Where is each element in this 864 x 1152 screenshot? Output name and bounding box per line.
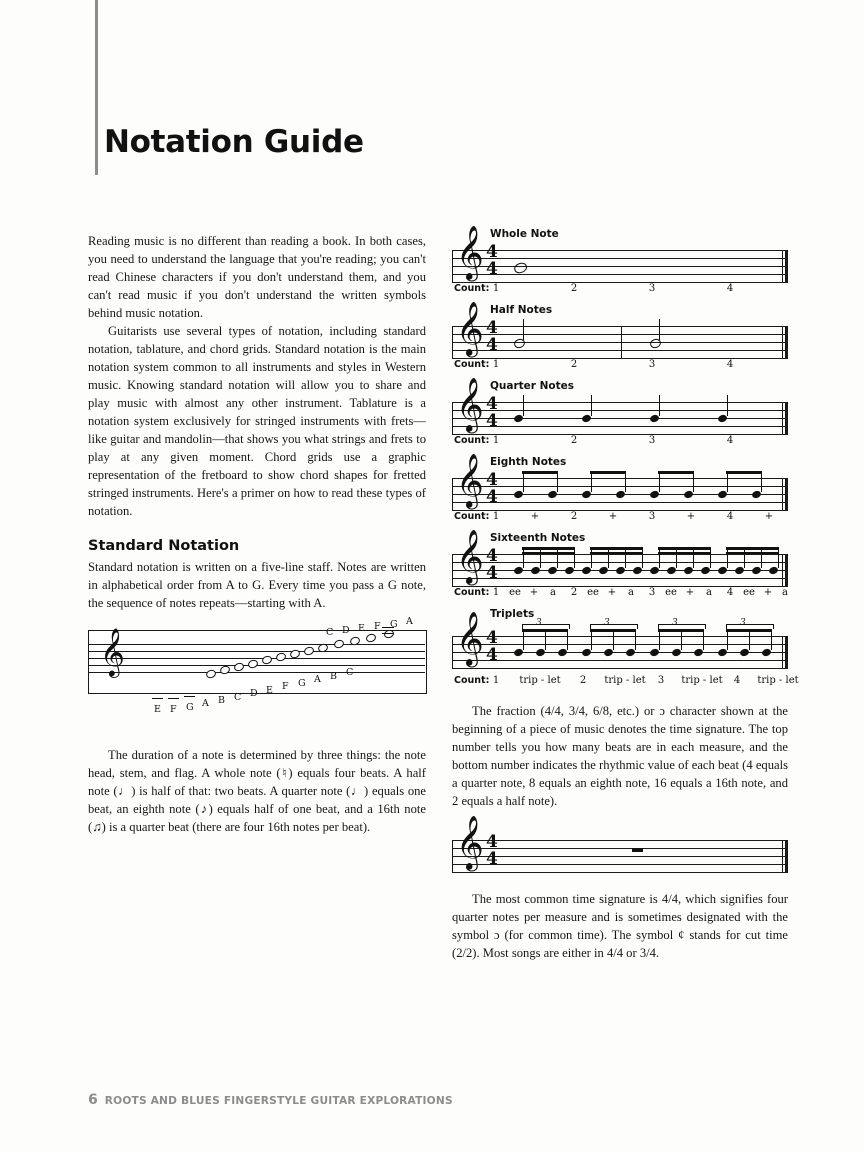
- pitch-label: E: [358, 623, 365, 634]
- beam: [590, 471, 625, 474]
- pitch-label: F: [282, 681, 289, 692]
- example-label: Eighth Notes: [490, 456, 567, 468]
- pitch-label: A: [406, 616, 413, 627]
- beam: [726, 471, 761, 474]
- count-value: a: [706, 587, 712, 598]
- ledger-line: [200, 693, 211, 694]
- count-value: 3: [648, 511, 656, 522]
- count-row: [452, 359, 788, 374]
- count-value: +: [686, 511, 696, 522]
- tuplet-number: 3: [536, 618, 542, 628]
- count-value: trip - let: [757, 675, 799, 686]
- staff: [452, 815, 788, 872]
- pitch-label: C: [234, 692, 242, 703]
- intro-paragraph-2: Guitarists use several types of notation, including standard notation, tablature, and chord grids. Standard notation is the main notation system common to all instruments and styles in Western music. Knowing standard notation will allow you to share and play music with almost any other instrument. Tablature is a notation system exclusively for stringed instruments with frets—like guitar and mandolin—that shows you what strings and frets to play at any given moment. Chord grids use a graphic representation of the fretboard to show chord shapes for fretted stringed instruments. Here's a primer on how to read these types of notation.: [88, 324, 426, 518]
- count-value: ee: [587, 587, 599, 598]
- example-label: Triplets: [490, 608, 535, 620]
- count-value: +: [764, 511, 774, 522]
- half-notehead: [649, 337, 662, 349]
- count-value: 1: [492, 283, 500, 294]
- tuplet-number: 3: [672, 618, 678, 628]
- count-value: +: [763, 587, 773, 598]
- ledger-line: [184, 696, 195, 697]
- count-value: 3: [648, 359, 656, 370]
- beam: [658, 471, 693, 474]
- pitch-label: C: [326, 627, 334, 638]
- treble-clef-icon: 𝄞: [456, 225, 484, 280]
- count-value: ee: [743, 587, 755, 598]
- pitch-label: C: [346, 667, 354, 678]
- half-notehead: [513, 337, 526, 349]
- time-signature: 4 4: [486, 832, 498, 869]
- count-value: 1: [492, 511, 500, 522]
- count-row: [452, 511, 788, 526]
- count-value: 3: [648, 587, 656, 598]
- time-signature-paragraph: The fraction (4/4, 3/4, 6/8, etc.) or ɔ character shown at the beginning of a piece of music denotes the time signature. The top number tells you how many beats are in each measure, and the bottom number indicates the rhythmic value of each beat (4 equals a quarter note, 8 equals an eighth note, 16 equals a 16th note, and 2 equals a half note).: [452, 704, 788, 808]
- ledger-line: [168, 698, 179, 699]
- beam: [590, 552, 642, 554]
- example-whole-note: [452, 225, 788, 298]
- pitch-label: D: [250, 688, 258, 699]
- count-value: 2: [570, 283, 578, 294]
- count-value: 4: [733, 675, 741, 686]
- page-number: 6: [88, 1092, 98, 1108]
- page-title: Notation Guide: [104, 124, 364, 160]
- beam: [726, 552, 778, 554]
- example-half-notes: [452, 301, 788, 374]
- section-heading-standard-notation: Standard Notation: [88, 538, 240, 554]
- example-label: Sixteenth Notes: [490, 532, 586, 544]
- count-value: 4: [726, 359, 734, 370]
- pitch-label: G: [298, 678, 306, 689]
- count-value: +: [607, 587, 617, 598]
- count-label: Count:: [454, 283, 490, 294]
- time-signature: 4 4: [486, 628, 498, 665]
- pitch-label: D: [342, 625, 350, 636]
- count-value: 3: [648, 283, 656, 294]
- note-duration-paragraph: The duration of a note is determined by three things: the note head, stem, and flag. A whole note (♮) equals four beats. A half note (♩) is half of that: two beats. A quarter note (♩) equals one beat, an eighth note (♪) equals half of one beat, and a 16th note (♫) is a quarter beat (there are four 16th notes per beat).: [88, 748, 426, 834]
- time-signature: 4 4: [486, 318, 498, 355]
- example-label: Quarter Notes: [490, 380, 575, 392]
- staff-line-1: [89, 672, 425, 673]
- time-signature: 4 4: [486, 242, 498, 279]
- treble-clef-icon: 𝄞: [456, 453, 484, 508]
- count-label: Count:: [454, 359, 490, 370]
- note-stem: [659, 319, 660, 340]
- pitch-label: E: [266, 685, 273, 696]
- count-value: 1: [492, 359, 500, 370]
- count-value: +: [529, 587, 539, 598]
- count-value: +: [608, 511, 618, 522]
- count-label: Count:: [454, 511, 490, 522]
- count-value: 2: [570, 359, 578, 370]
- title-accent-rule: [95, 0, 98, 175]
- pitch-label: A: [314, 674, 321, 685]
- count-value: 2: [579, 675, 587, 686]
- pitch-label: G: [390, 619, 398, 630]
- count-value: 2: [570, 587, 578, 598]
- count-value: 4: [726, 435, 734, 446]
- count-value: a: [628, 587, 634, 598]
- count-value: 4: [726, 283, 734, 294]
- pitch-label: E: [154, 704, 161, 715]
- count-label: Count:: [454, 587, 490, 598]
- beam: [522, 471, 557, 474]
- standard-notation-paragraph: Standard notation is written on a five-line staff. Notes are written in alphabetical order from A to G. Every time you pass a G note, the sequence of notes repeats—starting with A.: [88, 560, 426, 610]
- staff-pitch-diagram: [88, 616, 426, 720]
- count-value: ee: [665, 587, 677, 598]
- example-whole-rest-measure: [452, 815, 788, 872]
- count-value: 4: [726, 511, 734, 522]
- ledger-line: [382, 633, 394, 634]
- pitch-label: F: [170, 704, 177, 715]
- note-stem: [523, 319, 524, 340]
- ledger-line: [152, 698, 163, 699]
- count-value: a: [550, 587, 556, 598]
- example-quarter-notes: [452, 377, 788, 450]
- pitch-label: G: [186, 702, 194, 713]
- treble-clef-icon: 𝄞: [456, 301, 484, 356]
- count-value: 2: [570, 511, 578, 522]
- count-value: 1: [492, 675, 500, 686]
- treble-clef-icon: 𝄞: [100, 627, 125, 676]
- beam: [658, 547, 710, 550]
- pitch-label: B: [330, 671, 337, 682]
- count-value: trip - let: [604, 675, 646, 686]
- example-triplets: [452, 608, 799, 690]
- count-value: ee: [509, 587, 521, 598]
- beam: [522, 547, 574, 550]
- count-value: 3: [657, 675, 665, 686]
- whole-notehead: [513, 261, 528, 274]
- count-label: Count:: [454, 435, 490, 446]
- example-sixteenth-notes: [452, 529, 788, 602]
- staff-line-3: [89, 658, 425, 659]
- pitch-label: B: [218, 695, 225, 706]
- treble-clef-icon: 𝄞: [456, 815, 484, 870]
- treble-clef-icon: 𝄞: [456, 529, 484, 584]
- treble-clef-icon: 𝄞: [456, 377, 484, 432]
- example-label: Whole Note: [490, 228, 559, 240]
- pitch-label: F: [374, 621, 381, 632]
- count-label: Count:: [454, 675, 490, 686]
- staff-line-4: [89, 651, 425, 652]
- tuplet-number: 3: [604, 618, 610, 628]
- count-value: 1: [492, 435, 500, 446]
- pitch-label: A: [202, 698, 209, 709]
- count-value: +: [685, 587, 695, 598]
- count-value: a: [782, 587, 788, 598]
- example-label: Half Notes: [490, 304, 553, 316]
- beam: [522, 552, 574, 554]
- count-row: [452, 435, 788, 450]
- count-value: +: [530, 511, 540, 522]
- count-value: trip - let: [681, 675, 723, 686]
- page-footer: [88, 1092, 453, 1108]
- count-value: 4: [726, 587, 734, 598]
- count-value: trip - let: [519, 675, 561, 686]
- time-signature: 4 4: [486, 470, 498, 507]
- count-row: [452, 283, 788, 298]
- count-row: [452, 675, 799, 690]
- common-time-paragraph: The most common time signature is 4/4, which signifies four quarter notes per measure and is sometimes designated with the symbol ɔ (for common time). The symbol ¢ stands for cut time (2/2). Most songs are either in 4/4 or 3/4.: [452, 892, 788, 960]
- staff-line-5: [89, 644, 425, 645]
- right-column: [452, 225, 799, 962]
- tuplet-number: 3: [740, 618, 746, 628]
- intro-paragraph-1: Reading music is no different than reading a book. In both cases, you need to understand the language that you're reading; you can't read Chinese characters if you don't understand them, and you can't read music if you don't understand the written symbols behind music notation.: [88, 234, 426, 320]
- time-signature: 4 4: [486, 394, 498, 431]
- beam: [590, 547, 642, 550]
- treble-clef-icon: 𝄞: [456, 611, 484, 666]
- left-column: [88, 232, 426, 836]
- whole-rest: [632, 848, 643, 852]
- count-value: 1: [492, 587, 500, 598]
- count-row: [452, 587, 788, 602]
- beam: [658, 552, 710, 554]
- count-value: 3: [648, 435, 656, 446]
- example-eighth-notes: [452, 453, 788, 526]
- time-signature: 4 4: [486, 546, 498, 583]
- book-title: ROOTS AND BLUES FINGERSTYLE GUITAR EXPLORATIONS: [104, 1095, 453, 1107]
- count-value: 2: [570, 435, 578, 446]
- beam: [726, 547, 778, 550]
